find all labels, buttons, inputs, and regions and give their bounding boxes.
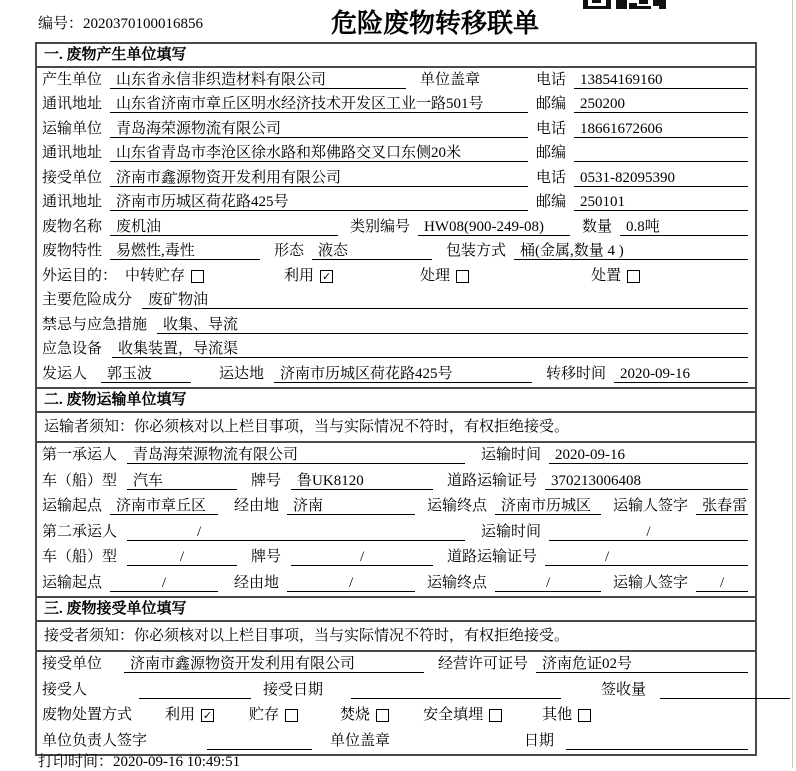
- checkbox-dispose: [627, 270, 640, 283]
- receiver-address-value: 济南市历城区荷花路425号: [110, 193, 528, 211]
- license-value: 济南危证02号: [536, 655, 748, 673]
- receiver-zip-value: 250101: [574, 193, 748, 211]
- option-label: 安全填埋: [423, 707, 484, 723]
- disposal-option-other: [542, 706, 591, 724]
- main-hazard-label: 主要危险成分: [42, 292, 133, 308]
- doc-number: [38, 12, 203, 33]
- route-end-label: 运输终点: [427, 498, 488, 514]
- transport-time-label: 运输时间: [481, 447, 542, 463]
- signed-quantity-label: 签收量: [601, 681, 647, 698]
- receiver-phone-group: [536, 169, 748, 187]
- accept-date-value: [351, 681, 561, 699]
- route-start-label: 运输起点: [42, 498, 103, 514]
- page-edge-line: [792, 0, 793, 768]
- option-label: 处置: [591, 267, 622, 284]
- receiver-phone-value: 0531-82095390: [574, 169, 748, 187]
- vehicle-type-label: 车（船）型: [42, 472, 118, 489]
- checkbox-disposal-utilize: ✓: [202, 709, 213, 722]
- disposal-option-landfill: [423, 706, 502, 724]
- producer-unit-value: 山东省永信非织造材料有限公司: [110, 71, 406, 89]
- first-carrier-value: 青岛海荣源物流有限公司: [127, 446, 465, 464]
- acceptor-value: [139, 681, 251, 699]
- road-permit-value: 370213006408: [545, 472, 748, 490]
- producer-unit-label: 产生单位: [42, 71, 103, 88]
- main-hazard-value: 废矿物油: [142, 291, 748, 309]
- destination-label: 运达地: [219, 365, 265, 382]
- transport-address-value: 山东省青岛市李沧区徐水路和郑佛路交叉口东侧20米: [110, 144, 528, 162]
- category-code-label: 类别编号: [350, 218, 411, 235]
- emergency-measures-label: 禁忌与应急措施: [42, 316, 148, 333]
- phone-label: 电话: [536, 71, 567, 88]
- transport-address-label: 通讯地址: [42, 145, 103, 161]
- receiver-unit-value: 济南市鑫源物资开发利用有限公司: [110, 169, 528, 187]
- receiver-address-label: 通讯地址: [42, 194, 103, 210]
- responsible-sign-label: 单位负责人签字: [42, 732, 148, 749]
- receiver-zip-group: [536, 193, 748, 211]
- emergency-equipment-label: 应急设备: [42, 341, 103, 357]
- route-end-value: /: [495, 574, 601, 592]
- receiver-notice: 接受者须知：你必须核对以上栏目事项，当与实际情况不符时，有权拒绝接受。: [37, 622, 755, 652]
- row-transfer-purpose: [37, 264, 755, 289]
- option-label: 处理: [420, 267, 451, 284]
- row-transport-address: [37, 142, 755, 167]
- via-label: 经由地: [234, 498, 280, 514]
- option-label: 贮存: [249, 707, 280, 723]
- section-transporter: [37, 387, 755, 596]
- emergency-measures-value: 收集、导流: [157, 316, 748, 334]
- row-emergency-equipment: [37, 338, 755, 363]
- route-end-label: 运输终点: [427, 574, 488, 591]
- disposal-option-incinerate: [340, 706, 389, 724]
- acceptor-label: 接受人: [42, 681, 88, 698]
- transport-time-value: 2020-09-16: [549, 446, 748, 464]
- checkbox-treat: [456, 270, 469, 283]
- row-receiver-address: [37, 191, 755, 216]
- via-label: 经由地: [234, 574, 280, 591]
- producer-address-value: 山东省济南市章丘区明水经济技术开发区工业一路501号: [110, 95, 528, 113]
- disposal-option-store: [249, 706, 298, 724]
- section1-header: 一. 废物产生单位填写: [37, 44, 755, 68]
- row-route-1: [37, 494, 755, 520]
- via-value: /: [287, 574, 415, 592]
- row-main-hazard: [37, 289, 755, 314]
- option-label: 其他: [542, 707, 573, 723]
- form-value: 液态: [312, 242, 432, 260]
- route-start-value: /: [110, 574, 218, 592]
- print-time-label: 打印时间：: [38, 754, 114, 770]
- zip-label: 邮编: [536, 96, 567, 112]
- section2-header: 二. 废物运输单位填写: [37, 387, 755, 413]
- doc-number-label: 编号：: [38, 16, 84, 32]
- vehicle-type-value: 汽车: [127, 472, 237, 490]
- packing-label: 包装方式: [446, 243, 507, 259]
- doc-number-value: 2020370100016856: [83, 16, 204, 32]
- option-label: 焚烧: [340, 707, 371, 723]
- row-disposal-method: [37, 703, 755, 729]
- accept-date-label: 接受日期: [263, 681, 324, 698]
- transporter-sign-value: 张春雷: [696, 497, 748, 515]
- unit-seal-label: 单位盖章: [420, 71, 481, 88]
- transport-phone-group: [536, 120, 748, 138]
- row-first-carrier: [37, 443, 755, 469]
- phone-label: 电话: [536, 169, 567, 186]
- plate-label: 牌号: [251, 472, 282, 489]
- road-permit-value: /: [545, 548, 748, 566]
- vehicle-type-label: 车（船）型: [42, 549, 118, 565]
- row-sender: [37, 362, 755, 387]
- section3-header: 三. 废物接受单位填写: [37, 596, 755, 622]
- first-carrier-label: 第一承运人: [42, 447, 118, 463]
- transfer-time-label: 转移时间: [546, 365, 607, 382]
- responsible-sign-value: [207, 732, 312, 750]
- transport-zip-value: [574, 144, 748, 162]
- checkbox-disposal-landfill: [489, 709, 502, 722]
- transfer-time-value: 2020-09-16: [614, 365, 748, 383]
- route-start-label: 运输起点: [42, 574, 103, 591]
- transport-unit-value: 青岛海荣源物流有限公司: [110, 120, 528, 138]
- row-waste-name: [37, 215, 755, 240]
- packing-value: 桶(金属,数量 4 ): [514, 242, 748, 260]
- row-waste-properties: [37, 240, 755, 265]
- sender-value: 郭玉波: [101, 365, 191, 383]
- date-label: 日期: [524, 732, 555, 749]
- transporter-notice: 运输者须知：你必须核对以上栏目事项，当与实际情况不符时，有权拒绝接受。: [37, 413, 755, 443]
- route-start-value: 济南市章丘区: [110, 497, 218, 515]
- transport-zip-group: [536, 144, 748, 162]
- producer-zip-value: 250200: [574, 95, 748, 113]
- row-acceptor: [37, 677, 755, 703]
- row-emergency-measures: [37, 313, 755, 338]
- plate-label: 牌号: [251, 549, 282, 565]
- producer-phone-value: 13854169160: [574, 71, 748, 89]
- disposal-option-utilize: [165, 706, 214, 724]
- accepting-unit-value: 济南市鑫源物资开发利用有限公司: [124, 655, 424, 673]
- producer-address-label: 通讯地址: [42, 96, 103, 112]
- disposal-method-label: 废物处置方式: [42, 707, 133, 723]
- phone-label: 电话: [536, 120, 567, 137]
- plate-value: /: [291, 548, 433, 566]
- unit-seal-label: 单位盖章: [330, 732, 391, 749]
- purpose-option-utilize: [284, 267, 333, 285]
- section-producer: [37, 44, 755, 387]
- date-value: [566, 732, 748, 750]
- transporter-sign-label: 运输人签字: [613, 574, 689, 591]
- transporter-sign-value: /: [696, 574, 748, 592]
- transfer-purpose-label: 外运目的：: [42, 267, 118, 284]
- accepting-unit-label: 接受单位: [42, 656, 103, 672]
- row-receiver-unit: [37, 166, 755, 191]
- checkbox-transit-storage: [191, 270, 204, 283]
- transport-unit-label: 运输单位: [42, 120, 103, 137]
- option-label: 利用: [284, 267, 315, 284]
- sender-label: 发运人: [42, 365, 88, 382]
- license-label: 经营许可证号: [438, 656, 529, 672]
- transport-phone-value: 18661672606: [574, 120, 748, 138]
- via-value: 济南: [287, 497, 415, 515]
- print-time-value: 2020-09-16 10:49:51: [113, 754, 241, 770]
- transport-time-label: 运输时间: [481, 523, 542, 540]
- quantity-label: 数量: [582, 218, 613, 235]
- section-receiver: [37, 596, 755, 754]
- row-producer-unit: [37, 68, 755, 93]
- checkbox-disposal-store: [285, 709, 298, 722]
- row-transport-unit: [37, 117, 755, 142]
- transport-time-value: /: [549, 523, 748, 541]
- checkbox-utilize: ✓: [321, 269, 332, 283]
- option-label: 中转贮存: [125, 267, 186, 284]
- destination-value: 济南市历城区荷花路425号: [274, 365, 532, 383]
- waste-name-label: 废物名称: [42, 218, 103, 235]
- zip-label: 邮编: [536, 145, 567, 161]
- waste-properties-label: 废物特性: [42, 243, 103, 259]
- form-label: 形态: [274, 243, 305, 259]
- purpose-option-dispose: [591, 267, 640, 285]
- checkbox-disposal-incinerate: [376, 709, 389, 722]
- road-permit-label: 道路运输证号: [447, 549, 538, 565]
- page-title: 危险废物转移联单: [331, 9, 540, 38]
- vehicle-type-value: /: [127, 548, 237, 566]
- quantity-value: 0.8吨: [620, 218, 748, 236]
- zip-label: 邮编: [536, 194, 567, 210]
- emergency-equipment-value: 收集装置，导流渠: [112, 340, 748, 358]
- road-permit-label: 道路运输证号: [447, 472, 538, 489]
- row-second-carrier: [37, 519, 755, 545]
- receiver-unit-label: 接受单位: [42, 169, 103, 186]
- qr-code-fragment: [583, 0, 668, 10]
- transporter-sign-label: 运输人签字: [613, 498, 689, 514]
- row-route-2: [37, 570, 755, 596]
- plate-value: 鲁UK8120: [291, 472, 433, 490]
- waste-properties-value: 易燃性,毒性: [110, 242, 260, 260]
- signed-quantity-value: [660, 681, 790, 699]
- second-carrier-value: /: [127, 523, 465, 541]
- checkbox-disposal-other: [578, 709, 591, 722]
- waste-name-value: 废机油: [110, 218, 338, 236]
- second-carrier-label: 第二承运人: [42, 523, 118, 540]
- row-vehicle-2: [37, 545, 755, 571]
- producer-zip-group: [536, 95, 748, 113]
- transfer-form-table: [35, 42, 757, 756]
- producer-phone-group: [536, 71, 748, 89]
- route-end-value: 济南市历城区: [495, 497, 601, 515]
- category-code-value: HW08(900-249-08): [418, 218, 570, 236]
- purpose-option-transit-storage: [125, 267, 204, 285]
- row-accepting-unit: [37, 652, 755, 678]
- option-label: 利用: [165, 707, 196, 723]
- purpose-option-treat: [420, 267, 469, 285]
- row-vehicle-1: [37, 468, 755, 494]
- row-producer-address: [37, 93, 755, 118]
